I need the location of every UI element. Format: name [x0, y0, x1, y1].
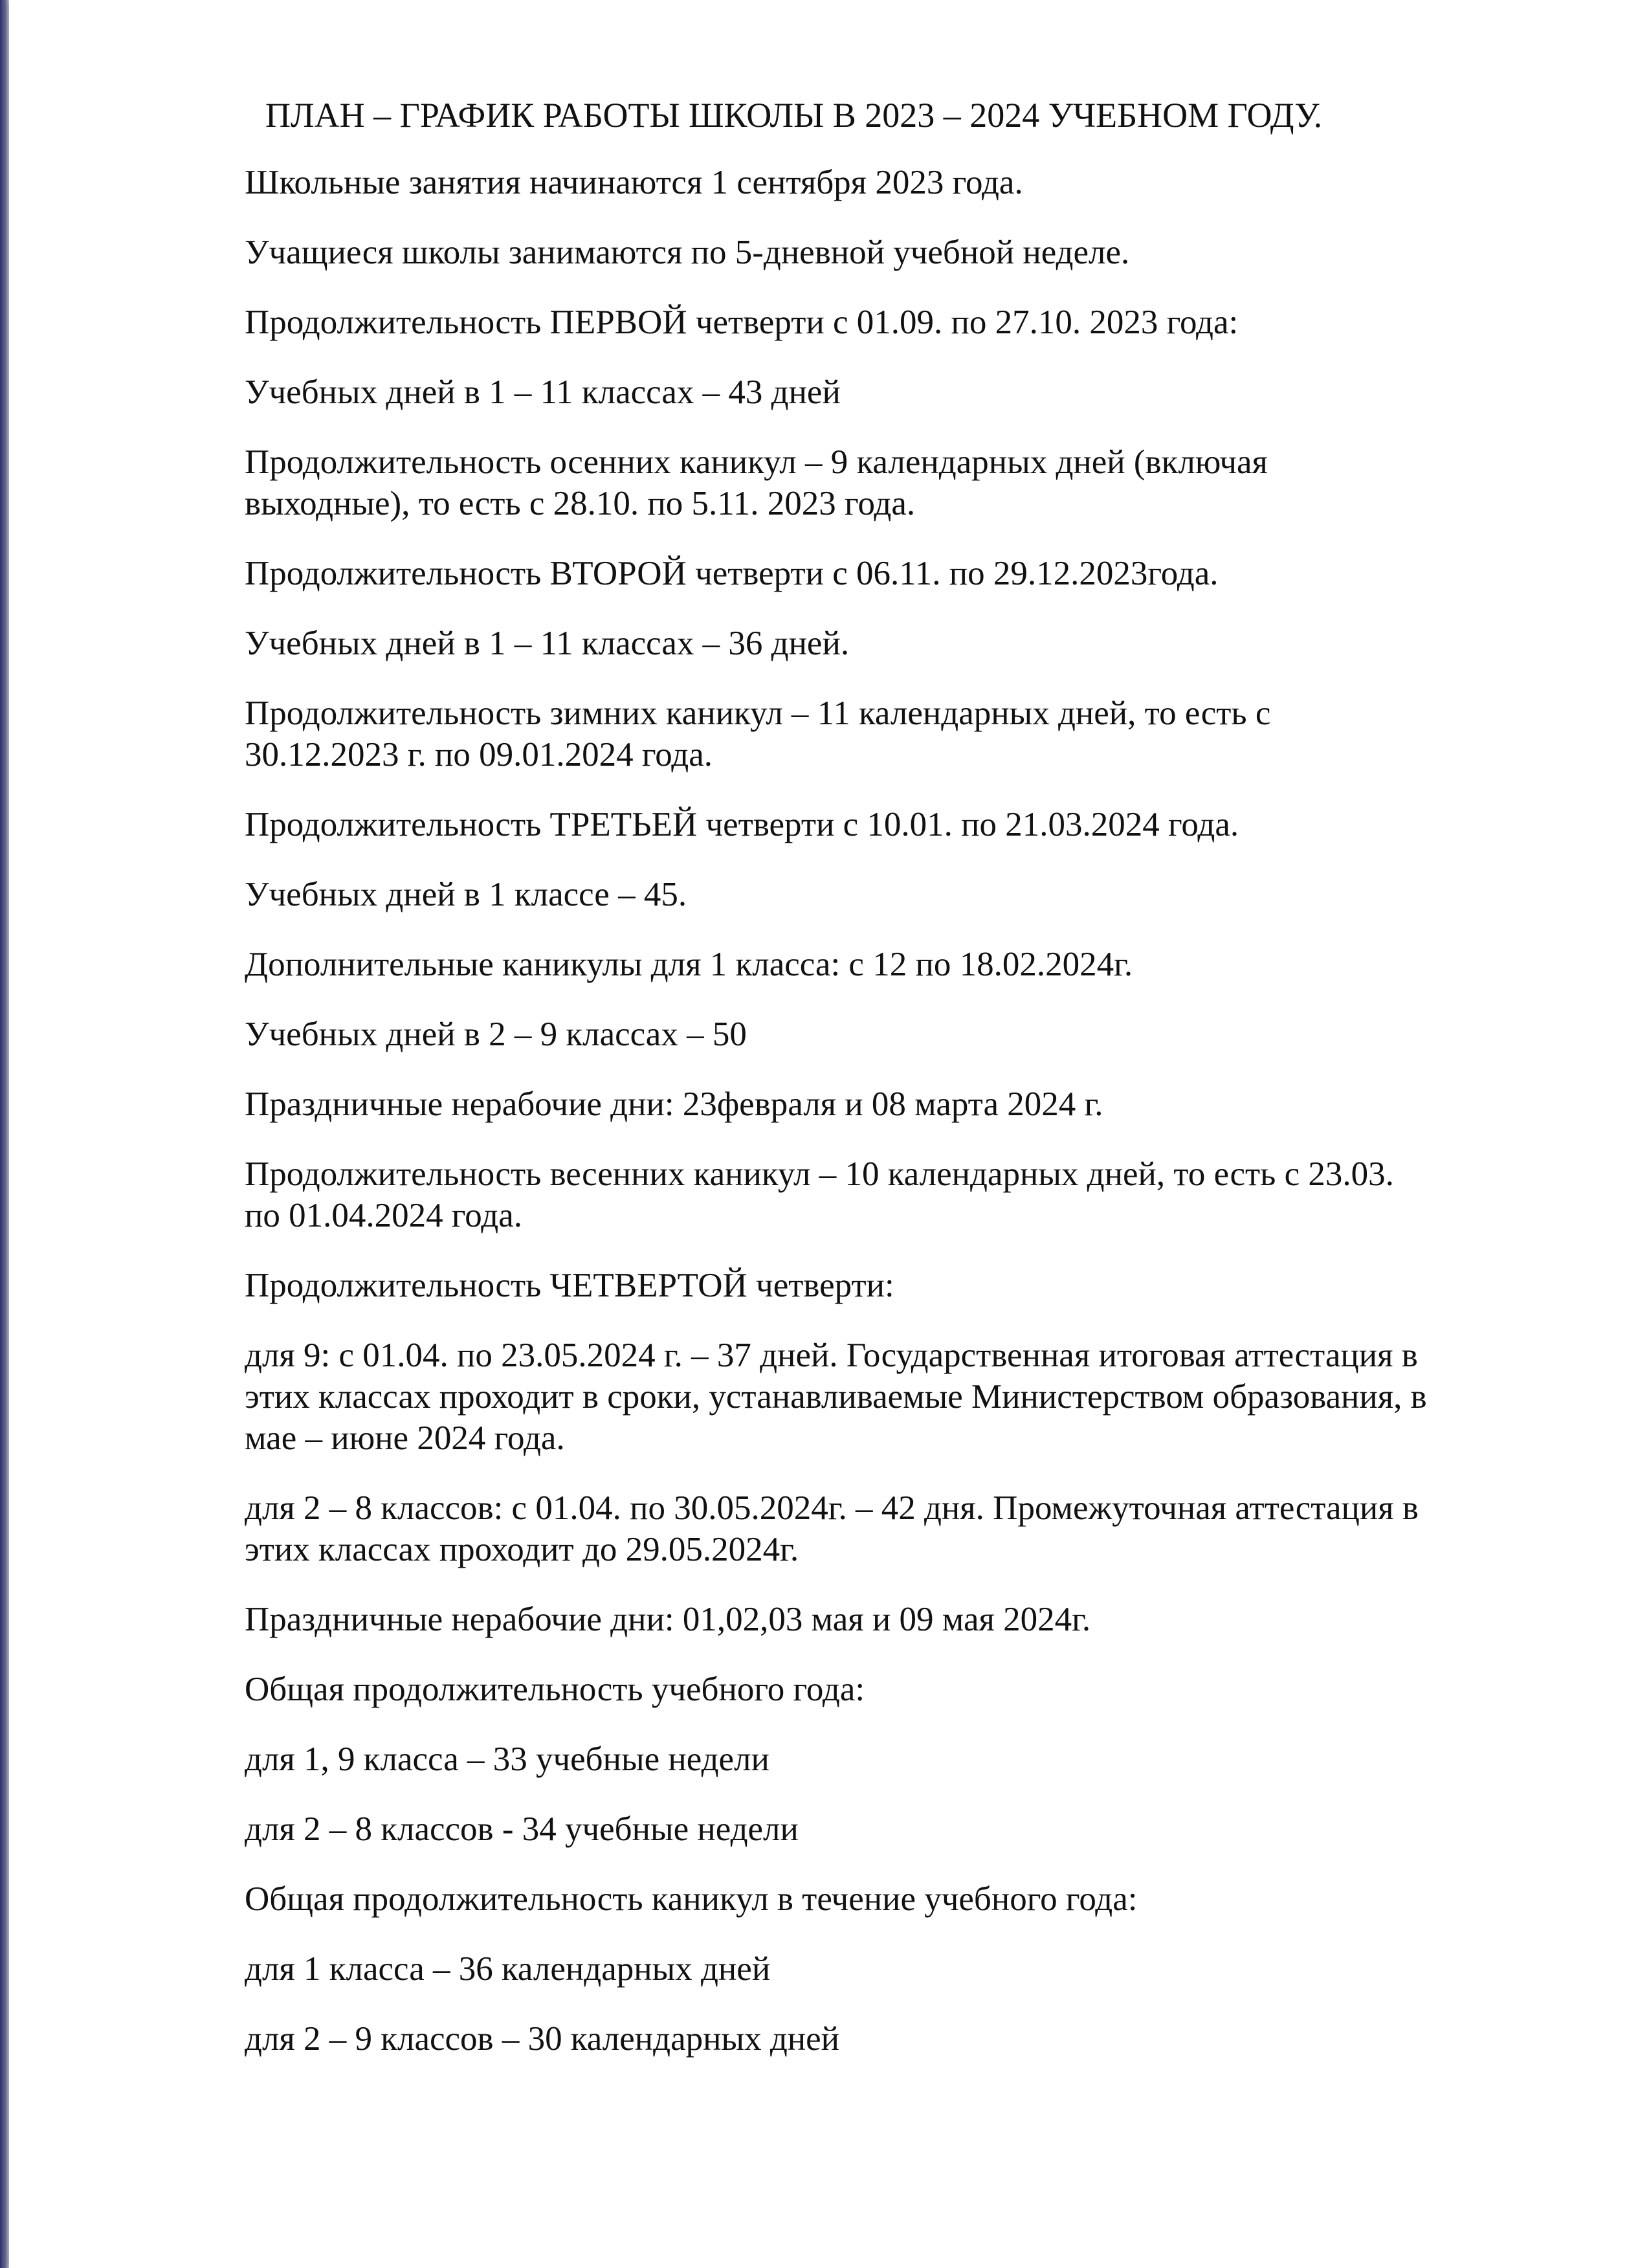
paragraph-autumn-holidays: Продолжительность осенних каникул – 9 календарных дней (включая выходные), то есть с 28.10. по 5.11. 2023 года.: [245, 443, 1268, 522]
paragraph-second-quarter-days: Учебных дней в 1 – 11 классах – 36 дней.: [245, 625, 850, 662]
paragraph-school-week: Учащиеся школы занимаются по 5-дневной учебной неделе.: [245, 234, 1130, 271]
paragraph-fourth-quarter: Продолжительность ЧЕТВЕРТОЙ четверти:: [245, 1267, 894, 1304]
paragraph-year-duration-grades-1-9: для 1, 9 класса – 33 учебные недели: [245, 1740, 769, 1778]
document-page: [9, 0, 1649, 2268]
paragraph-extra-holidays-grade-1: Дополнительные каникулы для 1 класса: с 12 по 18.02.2024г.: [245, 946, 1133, 983]
paragraph-year-duration-grades-2-8: для 2 – 8 классов - 34 учебные недели: [245, 1810, 799, 1848]
document-title: ПЛАН – ГРАФИК РАБОТЫ ШКОЛЫ В 2023 – 2024 УЧЕБНОМ ГОДУ.: [265, 96, 1323, 135]
paragraph-third-quarter-days-grade-1: Учебных дней в 1 классе – 45.: [245, 876, 687, 913]
paragraph-first-quarter-days: Учебных дней в 1 – 11 классах – 43 дней: [245, 373, 841, 411]
paragraph-spring-holidays: Продолжительность весенних каникул – 10 календарных дней, то есть с 23.03. по 01.04.2024 года.: [245, 1155, 1394, 1234]
paragraph-holidays-total-grades-2-9: для 2 – 9 классов – 30 календарных дней: [245, 2020, 840, 2058]
paragraph-start-date: Школьные занятия начинаются 1 сентября 2023 года.: [245, 164, 1023, 201]
paragraph-holidays-february-march: Праздничные нерабочие дни: 23февраля и 08 марта 2024 г.: [245, 1085, 1103, 1123]
paragraph-second-quarter: Продолжительность ВТОРОЙ четверти с 06.11. по 29.12.2023года.: [245, 555, 1219, 592]
paragraph-holidays-total-grade-1: для 1 класса – 36 календарных дней: [245, 1950, 771, 1988]
paragraph-first-quarter: Продолжительность ПЕРВОЙ четверти с 01.09. по 27.10. 2023 года:: [245, 304, 1239, 341]
scan-left-edge: [0, 0, 9, 2268]
paragraph-holidays-total-heading: Общая продолжительность каникул в течение учебного года:: [245, 1880, 1138, 1918]
paragraph-third-quarter: Продолжительность ТРЕТЬЕЙ четверти с 10.01. по 21.03.2024 года.: [245, 806, 1239, 843]
paragraph-year-duration-heading: Общая продолжительность учебного года:: [245, 1671, 865, 1708]
paragraph-fourth-quarter-grade-9: для 9: с 01.04. по 23.05.2024 г. – 37 дней. Государственная итоговая аттестация в этих классах проходит в сроки, устанавливаемые Министерством образования, в мае – июне 2024 года.: [245, 1337, 1427, 1457]
paragraph-fourth-quarter-grades-2-8: для 2 – 8 классов: с 01.04. по 30.05.2024г. – 42 дня. Промежуточная аттестация в этих классах проходит до 29.05.2024г.: [245, 1489, 1419, 1568]
paragraph-third-quarter-days-grades-2-9: Учебных дней в 2 – 9 классах – 50: [245, 1016, 747, 1053]
paragraph-winter-holidays: Продолжительность зимних каникул – 11 календарных дней, то есть с 30.12.2023 г. по 09.01.2024 года.: [245, 695, 1271, 773]
paragraph-holidays-may: Праздничные нерабочие дни: 01,02,03 мая и 09 мая 2024г.: [245, 1601, 1091, 1638]
document-body: [245, 94, 1429, 2088]
